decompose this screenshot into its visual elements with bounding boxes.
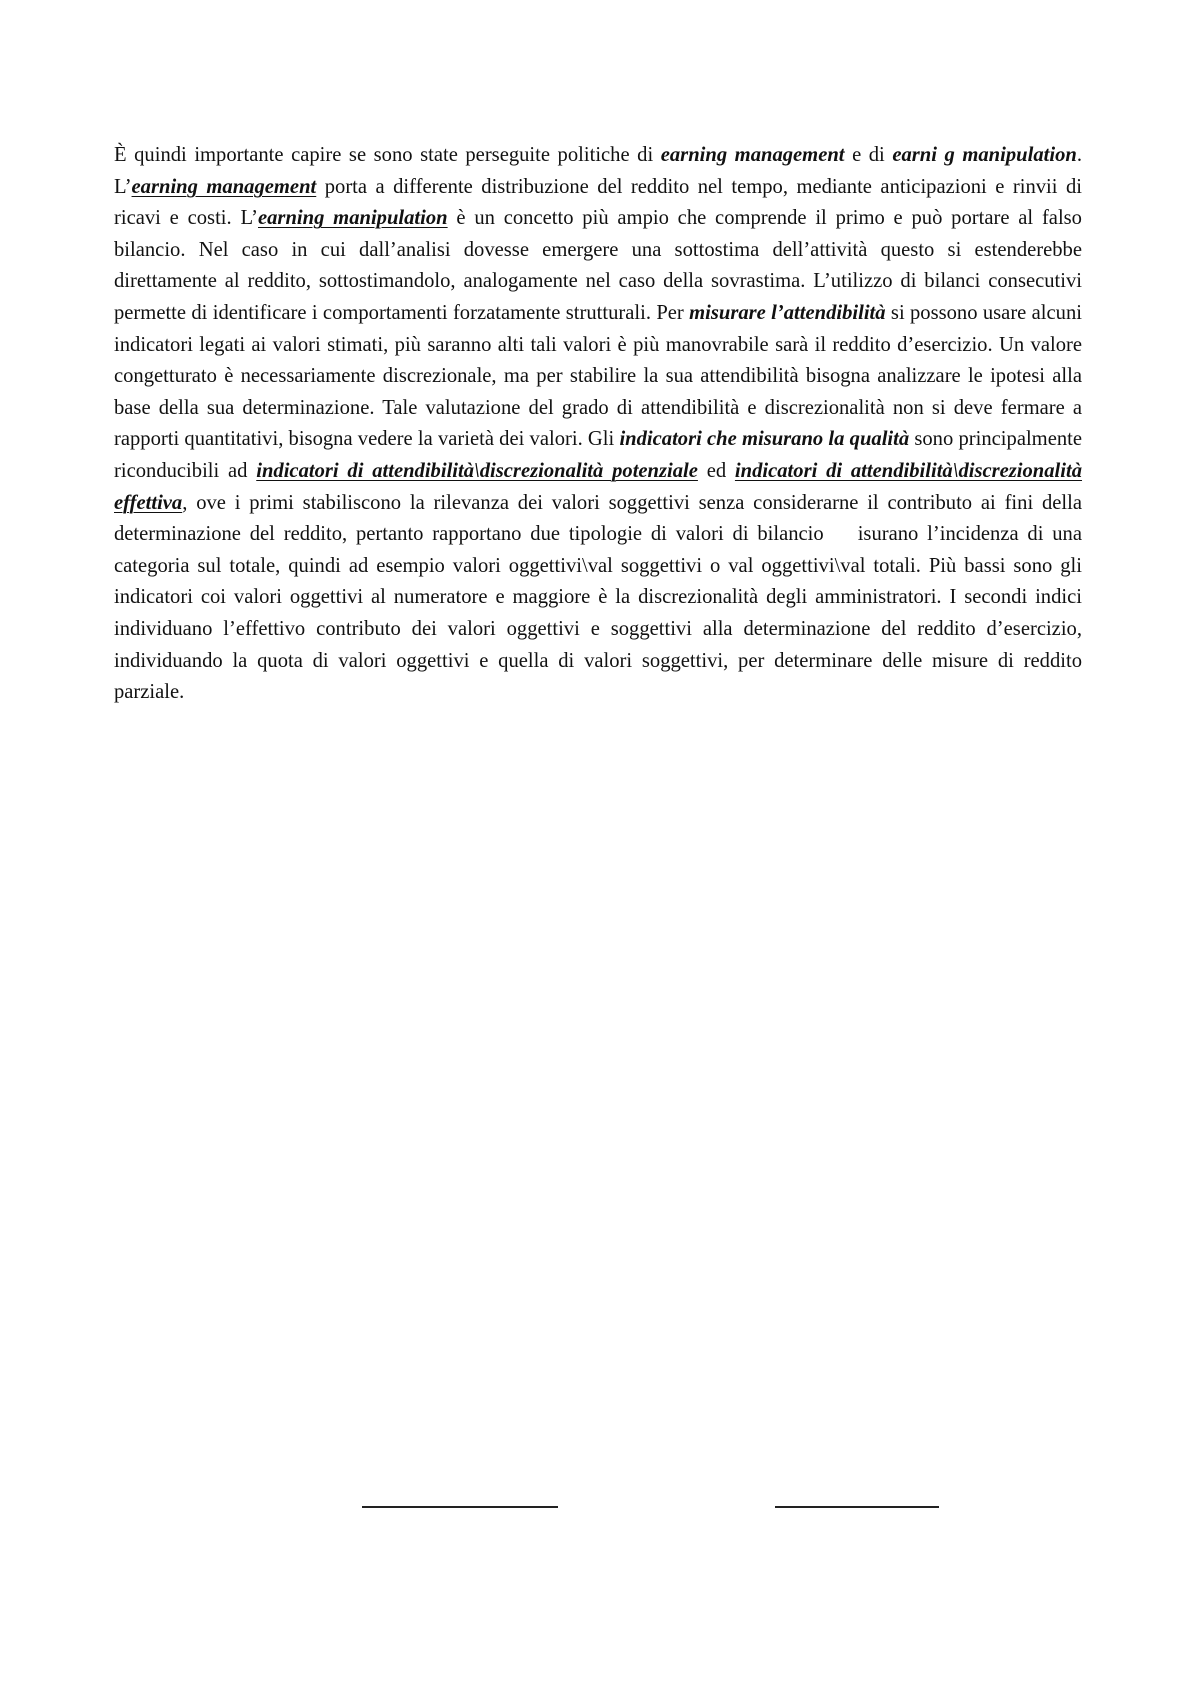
term-earning-management: earning management bbox=[660, 144, 845, 166]
footer-rule-left bbox=[362, 1506, 558, 1508]
term-indicatori-qualita: indicatori che misurano la qualità bbox=[619, 428, 910, 451]
text-run: sono principalmente riconducibili ad bbox=[114, 428, 1082, 482]
text-run: È quindi importante capire se sono state perseguite politiche di bbox=[114, 144, 661, 166]
text-run: ed bbox=[697, 459, 735, 482]
term-earning-manipulation: earni g manipulation bbox=[892, 144, 1077, 166]
paragraph bbox=[114, 140, 1082, 709]
text-run: è un concetto più ampio che comprende il primo e può portare al falso bilancio. Nel caso in cui dall’analisi dovesse emergere una sottostima dell’attività questo si estenderebbe direttamente al reddito, sottostimandolo, analogamente nel caso della sovrastima. L’utilizzo di bilanci consecutivi permette di identificare i comportamenti forzatamente strutturali. Per bbox=[114, 207, 1082, 324]
footer-rule-right bbox=[775, 1506, 939, 1508]
text-run: . L’ bbox=[114, 144, 1082, 198]
body-text bbox=[114, 140, 1082, 709]
term-earning-manipulation-underlined: earning manipulation bbox=[258, 207, 448, 230]
term-misurare-attendibilita: misurare l’attendibilità bbox=[689, 301, 886, 324]
text-run: isurano l’incidenza di una categoria sul totale, quindi ad esempio valori oggettivi\val soggettivi o val oggettivi\val totali. Più bassi sono gli indicatori coi valori oggettivi al numeratore e maggiore è la discrezionalità degli amministratori. I secondi indici individuano l’effettivo contributo dei valori oggettivi e soggettivi alla determinazione del reddito d’esercizio, individuando la quota di valori oggettivi e quella di valori soggettivi, per determinare delle misure di reddito parziale. bbox=[114, 523, 1082, 704]
term-indicatori-potenziale: indicatori di attendibilità\discrezionalità potenziale bbox=[256, 459, 698, 482]
term-indicatori-effettiva: indicatori di attendibilità\discrezionalità effettiva bbox=[114, 459, 1083, 514]
text-run: si possono usare alcuni indicatori legati ai valori stimati, più saranno alti tali valori è più manovrabile sarà il reddito d’esercizio. Un valore congetturato è necessariamente discrezionale, ma per stabilire la sua attendibilità bisogna analizzare le ipotesi alla base della sua determinazione. Tale valutazione del grado di attendibilità e discrezionalità non si deve fermare a rapporti quantitativi, bisogna vedere la varietà dei valori. Gli bbox=[114, 301, 1082, 451]
term-earning-management-underlined: earning management bbox=[131, 175, 317, 198]
text-run: e di bbox=[844, 144, 893, 166]
text-run: , ove i primi stabiliscono la rilevanza dei valori soggettivi senza considerarne il contributo ai fini della determinazione del reddito, pertanto rapportano due tipologie di valori di bilancio bbox=[114, 491, 1082, 546]
text-run: porta a differente distribuzione del reddito nel tempo, mediante anticipazioni e rinvii di ricavi e costi. L’ bbox=[114, 175, 1082, 230]
